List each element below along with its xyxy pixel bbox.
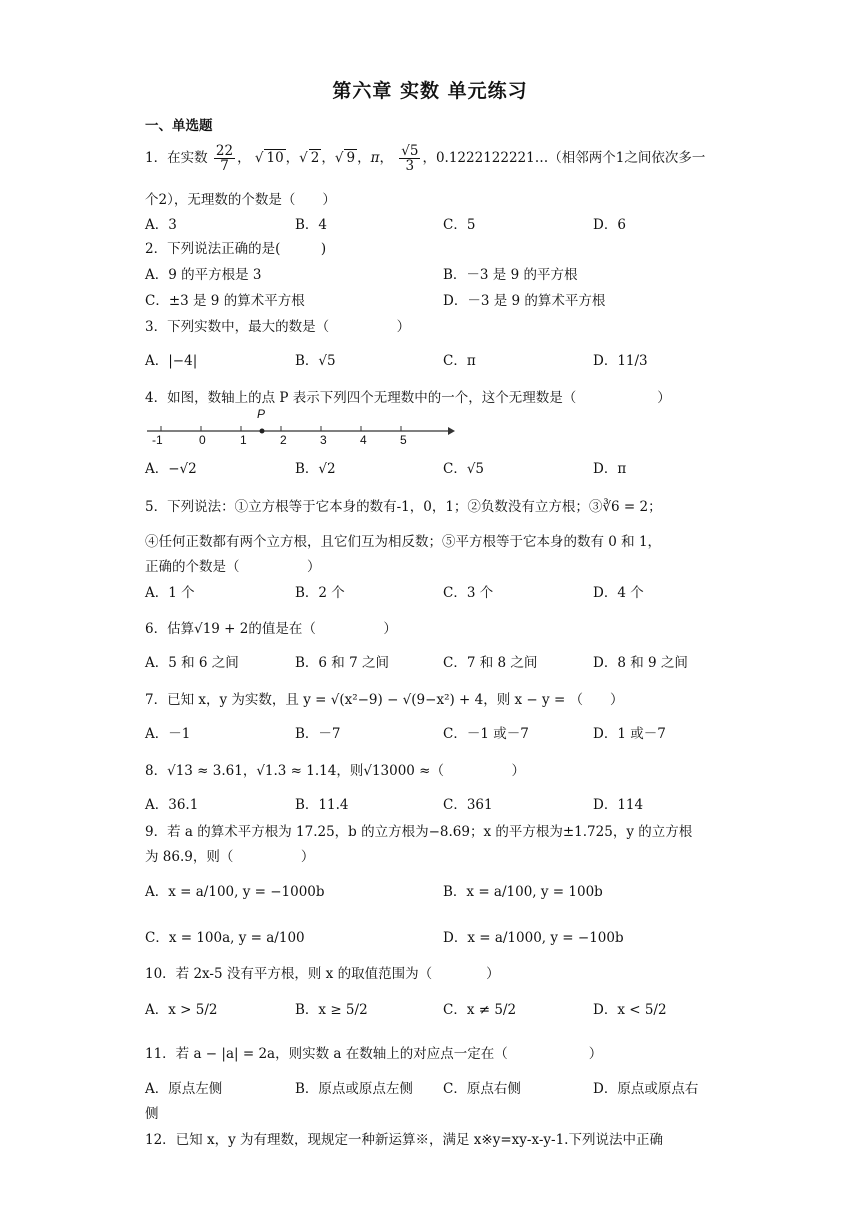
section-heading: 一、单选题: [145, 118, 213, 134]
q9-option-a[interactable]: A．x = a/100, y = −1000b: [145, 884, 325, 900]
q1-option-a[interactable]: A．3: [145, 217, 177, 233]
tick-label: 0: [199, 433, 206, 447]
question-6-stem: 6．估算√19 + 2的值是在（ ）: [145, 621, 397, 637]
question-7-stem: 7．已知 x，y 为实数，且 y = √(x²−9) − √(9−x²) + 4，则 x − y = （ ）: [145, 692, 624, 708]
q7-option-d[interactable]: D．1 或－7: [593, 726, 666, 742]
question-5-line2: ④任何正数都有两个立方根，且它们互为相反数；⑤平方根等于它本身的数有 0 和 1，: [145, 534, 662, 550]
q3-option-c[interactable]: C．π: [443, 353, 476, 369]
q11-option-a[interactable]: A．原点左侧: [145, 1081, 223, 1097]
q1-option-d[interactable]: D．6: [593, 217, 626, 233]
q7-option-b[interactable]: B．－7: [295, 726, 341, 742]
question-11-stem: 11．若 a − |a| = 2a，则实数 a 在数轴上的对应点一定在（ ）: [145, 1046, 603, 1062]
number-line-svg: [145, 408, 455, 448]
q2-option-a[interactable]: A．9 的平方根是 3: [145, 267, 262, 283]
q3-option-d[interactable]: D．11/3: [593, 353, 648, 369]
question-8-stem: 8．√13 ≈ 3.61，√1.3 ≈ 1.14，则√13000 ≈（ ）: [145, 763, 525, 779]
question-5-line3: 正确的个数是（ ）: [145, 559, 321, 575]
q10-option-d[interactable]: D．x < 5/2: [593, 1002, 667, 1018]
point-p-label: P: [257, 407, 266, 421]
q1-option-b[interactable]: B．4: [295, 217, 328, 233]
question-1-line2: 个2），无理数的个数是（ ）: [145, 192, 336, 208]
q2-option-d[interactable]: D．－3 是 9 的算术平方根: [443, 293, 606, 309]
q11-option-c[interactable]: C．原点右侧: [443, 1081, 521, 1097]
q2-option-b[interactable]: B．－3 是 9 的平方根: [443, 267, 578, 283]
q4-option-d[interactable]: D．π: [593, 461, 627, 477]
question-12-stem: 12．已知 x，y 为有理数，现规定一种新运算※，满足 x※y=xy-x-y-1.下列说法中正确: [145, 1132, 663, 1148]
tick-label: 3: [320, 433, 327, 447]
tick-label: -1: [152, 433, 163, 447]
page-title: 第六章 实数 单元练习: [332, 80, 528, 102]
q4-option-c[interactable]: C．√5: [443, 461, 485, 477]
q11-option-b[interactable]: B．原点或原点左侧: [295, 1081, 413, 1097]
q11-option-d-continued: 侧: [145, 1106, 159, 1122]
number-line-figure: [145, 408, 455, 448]
question-4-stem: 4．如图，数轴上的点 P 表示下列四个无理数中的一个，这个无理数是（ ）: [145, 390, 671, 406]
question-5-line1: 5．下列说法：①立方根等于它本身的数有-1，0，1；②负数没有立方根；③∛6 = 2；: [145, 499, 662, 515]
q10-option-a[interactable]: A．x > 5/2: [145, 1002, 218, 1018]
q1-option-c[interactable]: C．5: [443, 217, 476, 233]
tick-label: 2: [280, 433, 287, 447]
q5-option-a[interactable]: A．1 个: [145, 585, 195, 601]
q9-option-c[interactable]: C．x = 100a, y = a/100: [145, 930, 305, 946]
question-9-line1: 9．若 a 的算术平方根为 17.25，b 的立方根为−8.69；x 的平方根为±1.725，y 的立方根: [145, 824, 693, 840]
tick-label: 5: [400, 433, 407, 447]
question-10-stem: 10．若 2x-5 没有平方根，则 x 的取值范围为（ ）: [145, 966, 500, 982]
tick-label: 4: [360, 433, 367, 447]
q9-option-b[interactable]: B．x = a/100, y = 100b: [443, 884, 603, 900]
q6-option-a[interactable]: A．5 和 6 之间: [145, 655, 239, 671]
q3-option-a[interactable]: A．|−4|: [145, 353, 198, 369]
q11-option-d[interactable]: D．原点或原点右: [593, 1081, 699, 1097]
tick-label: 1: [240, 433, 247, 447]
q10-option-c[interactable]: C．x ≠ 5/2: [443, 1002, 517, 1018]
question-9-line2: 为 86.9，则（ ）: [145, 849, 315, 865]
q8-option-d[interactable]: D．114: [593, 797, 644, 813]
q5-option-d[interactable]: D．4 个: [593, 585, 644, 601]
q6-option-b[interactable]: B．6 和 7 之间: [295, 655, 389, 671]
q8-option-a[interactable]: A．36.1: [145, 797, 199, 813]
q8-option-b[interactable]: B．11.4: [295, 797, 349, 813]
q6-option-d[interactable]: D．8 和 9 之间: [593, 655, 688, 671]
axis-arrow-icon: [448, 427, 455, 435]
question-1-stem: 1．在实数 $\frac{22}{7}$ ， √ 10 ，√ 2 ，√ 9 ，π， $\frac{√5}{3}$ ，0.1222122221…（相邻两个1之间依次多一: [145, 143, 706, 175]
q5-option-c[interactable]: C．3 个: [443, 585, 494, 601]
q5-option-b[interactable]: B．2 个: [295, 585, 345, 601]
question-3-stem: 3．下列实数中，最大的数是（ ）: [145, 319, 411, 335]
q10-option-b[interactable]: B．x ≥ 5/2: [295, 1002, 368, 1018]
q7-option-a[interactable]: A．－1: [145, 726, 191, 742]
q6-option-c[interactable]: C．7 和 8 之间: [443, 655, 538, 671]
point-p-marker: [260, 429, 265, 434]
q8-option-c[interactable]: C．361: [443, 797, 493, 813]
q4-option-a[interactable]: A．−√2: [145, 461, 197, 477]
q4-option-b[interactable]: B．√2: [295, 461, 336, 477]
q3-option-b[interactable]: B．√5: [295, 353, 336, 369]
q7-option-c[interactable]: C．－1 或－7: [443, 726, 529, 742]
q9-option-d[interactable]: D．x = a/1000, y = −100b: [443, 930, 624, 946]
question-2-stem: 2．下列说法正确的是( ): [145, 241, 327, 257]
q2-option-c[interactable]: C．±3 是 9 的算术平方根: [145, 293, 305, 309]
